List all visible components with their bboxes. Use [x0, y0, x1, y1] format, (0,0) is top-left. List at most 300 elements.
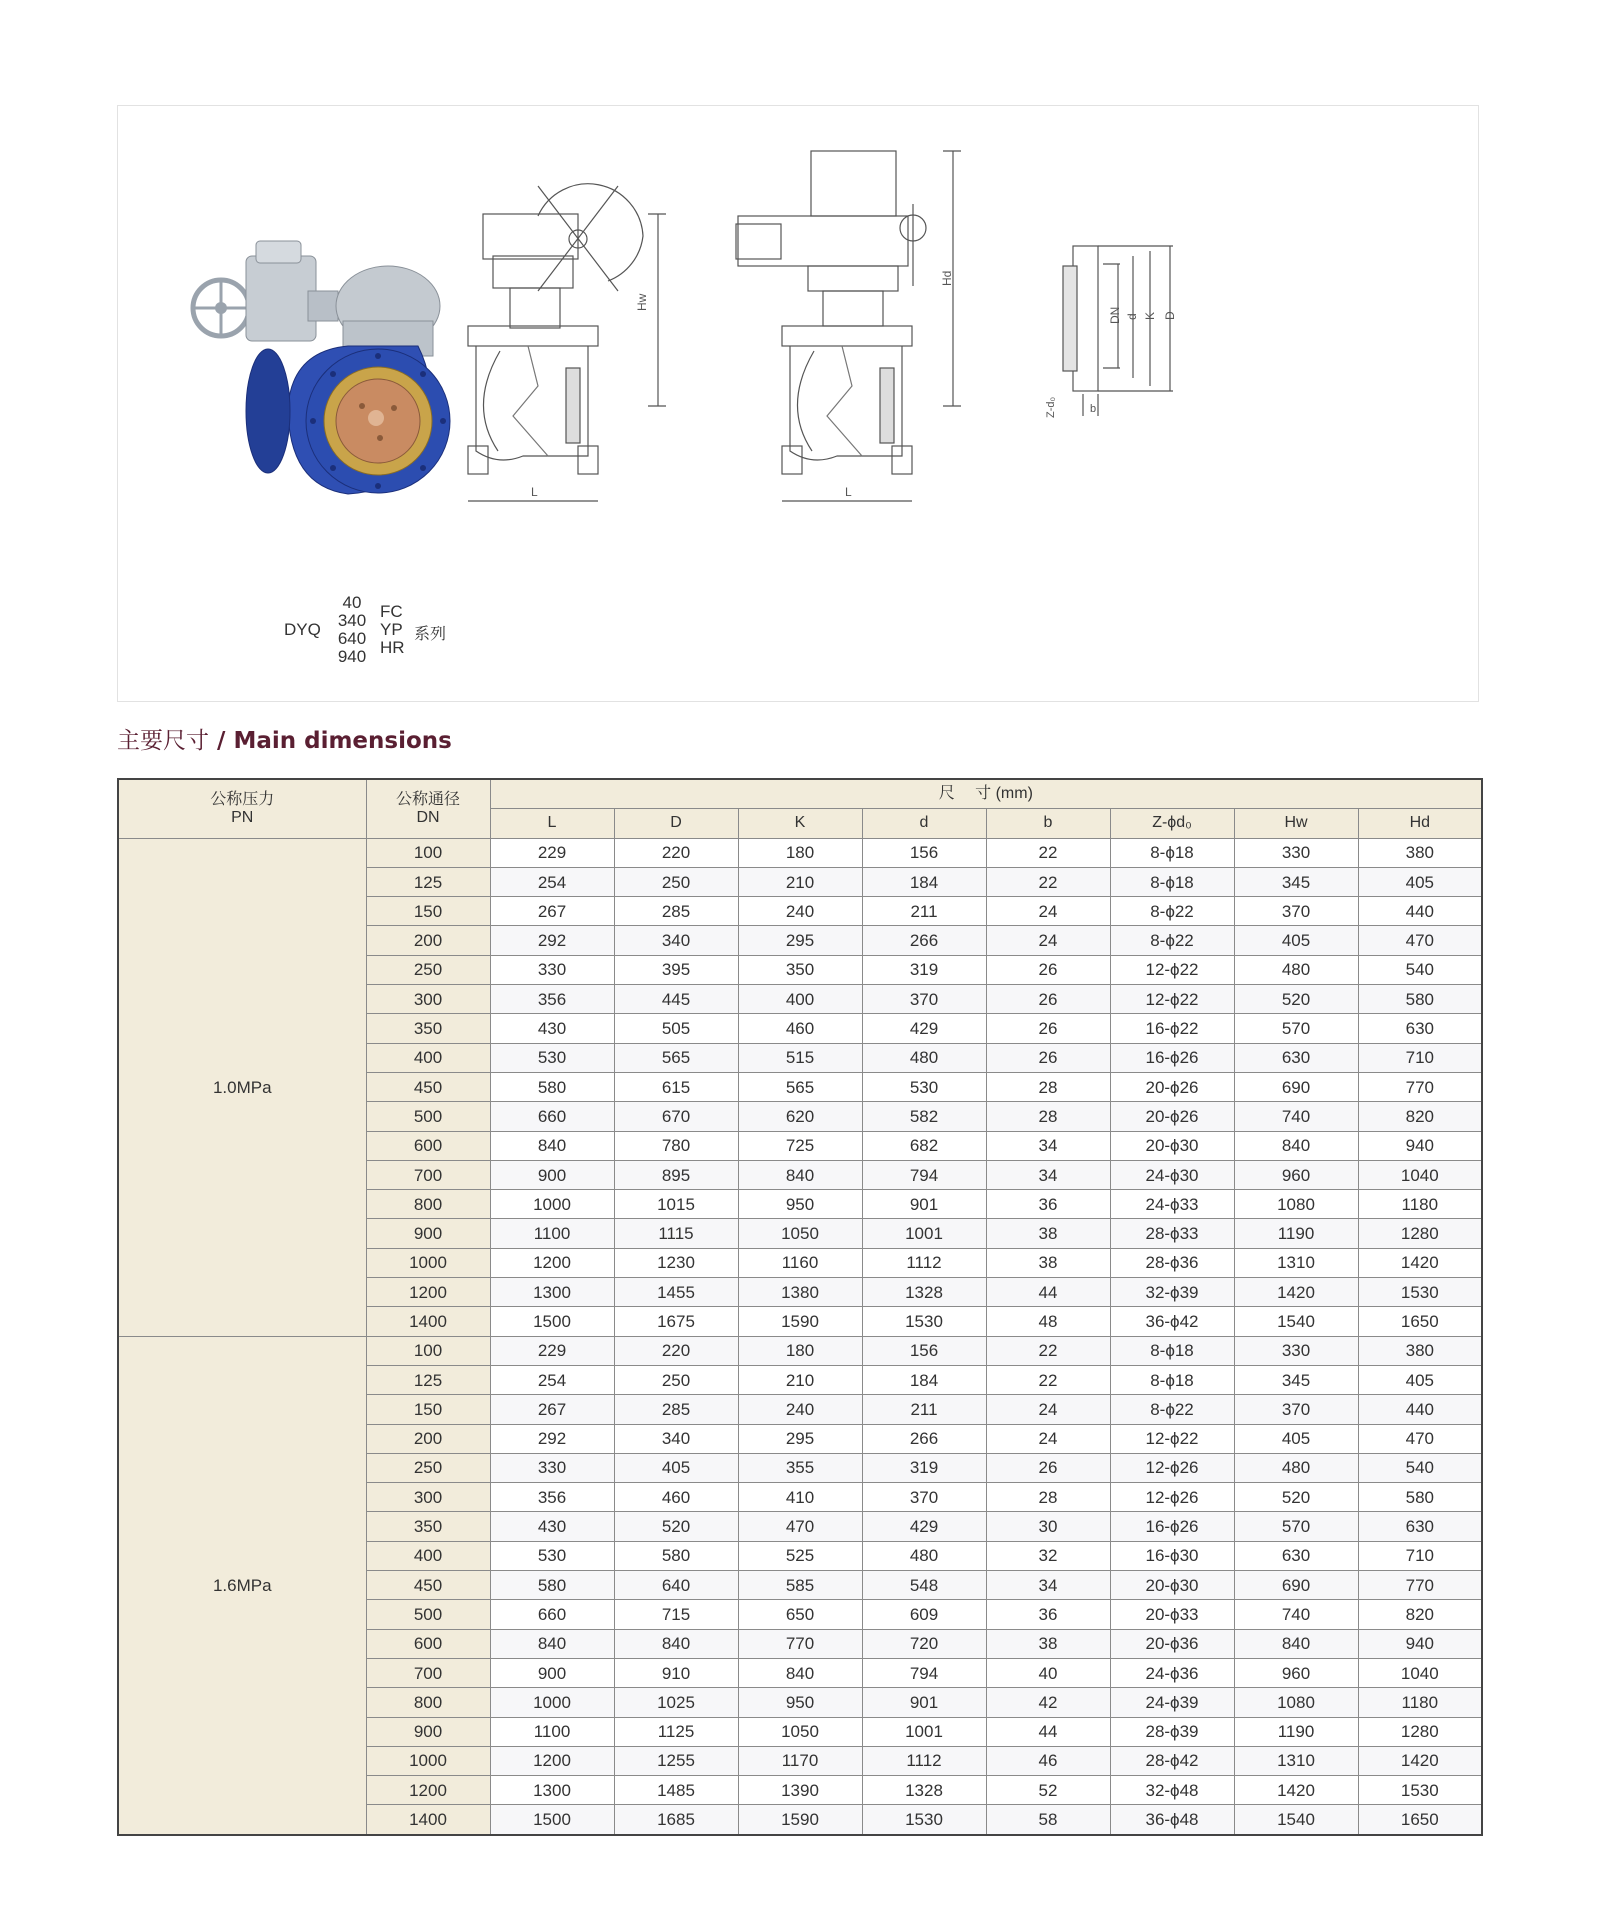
- dimension-cell: 24-ϕ30: [1110, 1160, 1234, 1189]
- drawing-label-d: d: [1125, 313, 1139, 320]
- dn-cell: 300: [366, 985, 490, 1014]
- dimension-cell: 46: [986, 1746, 1110, 1775]
- dimension-cell: 620: [738, 1102, 862, 1131]
- dimension-cell: 540: [1358, 955, 1482, 984]
- dimension-cell: 254: [490, 867, 614, 896]
- dn-cell: 400: [366, 1043, 490, 1072]
- dimension-cell: 1112: [862, 1248, 986, 1277]
- drawing-label-b: b: [1090, 403, 1097, 415]
- dimension-cell: 16-ϕ26: [1110, 1512, 1234, 1541]
- dimension-cell: 36-ϕ48: [1110, 1805, 1234, 1835]
- dimension-cell: 26: [986, 955, 1110, 984]
- valve-product-photo: [193, 241, 450, 494]
- dimension-cell: 405: [1358, 1365, 1482, 1394]
- drawing-label-K: K: [1143, 311, 1157, 320]
- dimension-cell: 794: [862, 1658, 986, 1687]
- dn-cell: 1400: [366, 1805, 490, 1835]
- model-number: 940: [337, 647, 367, 666]
- dimension-cell: 210: [738, 1365, 862, 1394]
- dn-cell: 125: [366, 867, 490, 896]
- dimension-cell: 370: [862, 985, 986, 1014]
- dn-cell: 200: [366, 1424, 490, 1453]
- dimension-cell: 740: [1234, 1102, 1358, 1131]
- dimension-cell: 24-ϕ39: [1110, 1688, 1234, 1717]
- dimension-cell: 405: [1234, 926, 1358, 955]
- dimension-cell: 1675: [614, 1307, 738, 1336]
- dimension-cell: 440: [1358, 897, 1482, 926]
- dimension-cell: 1328: [862, 1776, 986, 1805]
- dimension-cell: 950: [738, 1688, 862, 1717]
- dimension-cell: 445: [614, 985, 738, 1014]
- dn-cell: 125: [366, 1365, 490, 1394]
- dimension-cell: 8-ϕ18: [1110, 1365, 1234, 1394]
- dimension-cell: 1190: [1234, 1219, 1358, 1248]
- dimension-cell: 1200: [490, 1746, 614, 1775]
- dimension-cell: 356: [490, 985, 614, 1014]
- dimension-cell: 1300: [490, 1776, 614, 1805]
- dimension-cell: 910: [614, 1658, 738, 1687]
- dimension-cell: 8-ϕ22: [1110, 926, 1234, 955]
- dimension-cell: 405: [1234, 1424, 1358, 1453]
- section-title-separator: /: [217, 728, 226, 754]
- model-code: HR: [380, 638, 405, 657]
- dimension-cell: 660: [490, 1102, 614, 1131]
- drawing-label-Hd: Hd: [940, 270, 954, 286]
- dimension-cell: 670: [614, 1102, 738, 1131]
- header-col-b: b: [986, 809, 1110, 838]
- dimension-cell: 12-ϕ26: [1110, 1483, 1234, 1512]
- dimension-cell: 16-ϕ26: [1110, 1043, 1234, 1072]
- drawing-label-L-1: L: [531, 485, 538, 499]
- dimension-cell: 710: [1358, 1541, 1482, 1570]
- dimension-cell: 370: [862, 1483, 986, 1512]
- dimension-cell: 26: [986, 1453, 1110, 1482]
- dimension-cell: 410: [738, 1483, 862, 1512]
- dimension-cell: 1530: [1358, 1776, 1482, 1805]
- dimension-cell: 266: [862, 926, 986, 955]
- table-row: [118, 1336, 1482, 1365]
- dimension-cell: 380: [1358, 838, 1482, 867]
- dimension-cell: 430: [490, 1014, 614, 1043]
- dimension-cell: 1280: [1358, 1219, 1482, 1248]
- dimension-cell: 32-ϕ39: [1110, 1278, 1234, 1307]
- table-body: [118, 838, 1482, 1835]
- dimension-cell: 16-ϕ22: [1110, 1014, 1234, 1043]
- dimension-cell: 26: [986, 985, 1110, 1014]
- dimension-cell: 319: [862, 1453, 986, 1482]
- dimension-cell: 8-ϕ18: [1110, 867, 1234, 896]
- dimension-cell: 840: [738, 1160, 862, 1189]
- dn-cell: 1400: [366, 1307, 490, 1336]
- dimension-cell: 24-ϕ33: [1110, 1190, 1234, 1219]
- dn-cell: 150: [366, 897, 490, 926]
- dimension-cell: 715: [614, 1600, 738, 1629]
- dimension-cell: 429: [862, 1512, 986, 1541]
- dimension-cell: 42: [986, 1688, 1110, 1717]
- dimension-cell: 355: [738, 1453, 862, 1482]
- dimension-cell: 430: [490, 1512, 614, 1541]
- dimension-cell: 220: [614, 1336, 738, 1365]
- dimension-cell: 580: [490, 1072, 614, 1101]
- dimension-cell: 960: [1234, 1160, 1358, 1189]
- model-number: 640: [337, 629, 367, 648]
- dimension-cell: 630: [1234, 1043, 1358, 1072]
- dimension-cell: 710: [1358, 1043, 1482, 1072]
- dimension-cell: 1390: [738, 1776, 862, 1805]
- header-col-bolts: Z-ϕd₀: [1110, 809, 1234, 838]
- dimension-cell: 580: [490, 1571, 614, 1600]
- dimension-cell: 530: [490, 1043, 614, 1072]
- dimension-cell: 820: [1358, 1102, 1482, 1131]
- header-col-Hd: Hd: [1358, 809, 1482, 838]
- dimension-cell: 520: [1234, 1483, 1358, 1512]
- dimension-cell: 28-ϕ42: [1110, 1746, 1234, 1775]
- dimension-cell: 330: [490, 1453, 614, 1482]
- dimension-cell: 570: [1234, 1512, 1358, 1541]
- dimension-cell: 720: [862, 1629, 986, 1658]
- pressure-cell: 1.6MPa: [118, 1336, 366, 1835]
- dimension-cell: 1280: [1358, 1717, 1482, 1746]
- dimension-cell: 530: [490, 1541, 614, 1570]
- dimension-cell: 820: [1358, 1600, 1482, 1629]
- header-pn-en: PN: [231, 808, 254, 826]
- dimension-cell: 690: [1234, 1571, 1358, 1600]
- dimension-cell: 1040: [1358, 1658, 1482, 1687]
- dn-cell: 900: [366, 1219, 490, 1248]
- dimension-cell: 38: [986, 1219, 1110, 1248]
- dimension-cell: 285: [614, 897, 738, 926]
- figure-panel: [117, 105, 1479, 702]
- dimension-cell: 1650: [1358, 1805, 1482, 1835]
- dimension-cell: 220: [614, 838, 738, 867]
- dimension-cell: 1420: [1234, 1776, 1358, 1805]
- dimension-cell: 180: [738, 1336, 862, 1365]
- dimension-cell: 429: [862, 1014, 986, 1043]
- drawing-label-DN: DN: [1108, 306, 1122, 324]
- dimension-cell: 640: [614, 1571, 738, 1600]
- dn-cell: 600: [366, 1131, 490, 1160]
- dimension-cell: 319: [862, 955, 986, 984]
- dimension-cell: 505: [614, 1014, 738, 1043]
- dimension-cell: 630: [1234, 1541, 1358, 1570]
- dimension-cell: 156: [862, 838, 986, 867]
- dn-cell: 350: [366, 1014, 490, 1043]
- dimension-cell: 480: [1234, 1453, 1358, 1482]
- dimension-cell: 1530: [1358, 1278, 1482, 1307]
- dimension-cell: 28: [986, 1102, 1110, 1131]
- dimension-cell: 1455: [614, 1278, 738, 1307]
- drawing-label-D: D: [1163, 311, 1177, 320]
- dimension-cell: 250: [614, 1365, 738, 1394]
- dimension-cell: 330: [490, 955, 614, 984]
- dimension-cell: 1190: [1234, 1717, 1358, 1746]
- dimension-cell: 1500: [490, 1805, 614, 1835]
- section-title: [117, 722, 452, 755]
- dimension-cell: 440: [1358, 1395, 1482, 1424]
- dimension-cell: 794: [862, 1160, 986, 1189]
- dimension-cell: 295: [738, 926, 862, 955]
- header-col-K: K: [738, 809, 862, 838]
- dimension-cell: 580: [1358, 985, 1482, 1014]
- dimension-cell: 1080: [1234, 1190, 1358, 1219]
- dimension-cell: 615: [614, 1072, 738, 1101]
- pressure-cell: 1.0MPa: [118, 838, 366, 1336]
- dimension-cell: 22: [986, 867, 1110, 896]
- dimension-cell: 840: [1234, 1629, 1358, 1658]
- dimension-cell: 156: [862, 1336, 986, 1365]
- dimension-cell: 292: [490, 1424, 614, 1453]
- dimension-cell: 211: [862, 1395, 986, 1424]
- dimension-cell: 540: [1358, 1453, 1482, 1482]
- header-col-D: D: [614, 809, 738, 838]
- dimension-cell: 1500: [490, 1307, 614, 1336]
- dimension-cell: 740: [1234, 1600, 1358, 1629]
- dimension-cell: 840: [614, 1629, 738, 1658]
- dimension-cell: 20-ϕ26: [1110, 1102, 1234, 1131]
- dimension-cell: 548: [862, 1571, 986, 1600]
- dimension-cell: 340: [614, 1424, 738, 1453]
- dimension-cell: 609: [862, 1600, 986, 1629]
- dimension-cell: 1025: [614, 1688, 738, 1717]
- dimension-cell: 210: [738, 867, 862, 896]
- dimension-cell: 940: [1358, 1131, 1482, 1160]
- dimension-cell: 330: [1234, 838, 1358, 867]
- table-row: [118, 838, 1482, 867]
- header-dn-en: DN: [416, 808, 440, 826]
- dimension-cell: 1485: [614, 1776, 738, 1805]
- header-col-L: L: [490, 809, 614, 838]
- dimension-cell: 184: [862, 867, 986, 896]
- dimension-cell: 26: [986, 1014, 1110, 1043]
- dimension-cell: 370: [1234, 1395, 1358, 1424]
- dimension-cell: 240: [738, 1395, 862, 1424]
- model-designation: [284, 594, 484, 664]
- dimension-cell: 26: [986, 1043, 1110, 1072]
- dn-cell: 200: [366, 926, 490, 955]
- dimension-cell: 580: [1358, 1483, 1482, 1512]
- dimension-cell: 240: [738, 897, 862, 926]
- dimension-cell: 582: [862, 1102, 986, 1131]
- dimension-cell: 1040: [1358, 1160, 1482, 1189]
- dimension-cell: 16-ϕ30: [1110, 1541, 1234, 1570]
- dimension-cell: 48: [986, 1307, 1110, 1336]
- header-dimensions-group: 尺 寸 (mm): [490, 779, 1482, 809]
- dimension-cell: 1300: [490, 1278, 614, 1307]
- dimension-cell: 30: [986, 1512, 1110, 1541]
- dn-cell: 1200: [366, 1278, 490, 1307]
- model-number: 40: [342, 593, 362, 612]
- dimensions-table: [117, 778, 1483, 1836]
- section-title-en: Main dimensions: [233, 728, 452, 754]
- model-codes: [380, 603, 405, 657]
- dn-cell: 600: [366, 1629, 490, 1658]
- dimension-cell: 530: [862, 1072, 986, 1101]
- header-col-d: d: [862, 809, 986, 838]
- dimension-cell: 34: [986, 1160, 1110, 1189]
- header-pn: [118, 779, 366, 838]
- dimension-cell: 345: [1234, 867, 1358, 896]
- dimension-cell: 12-ϕ26: [1110, 1453, 1234, 1482]
- dn-cell: 800: [366, 1190, 490, 1219]
- dimension-cell: 895: [614, 1160, 738, 1189]
- dimension-cell: 395: [614, 955, 738, 984]
- dimension-cell: 780: [614, 1131, 738, 1160]
- dimension-cell: 1685: [614, 1805, 738, 1835]
- dimension-cell: 1050: [738, 1717, 862, 1746]
- dimension-cell: 1112: [862, 1746, 986, 1775]
- dimension-cell: 24: [986, 897, 1110, 926]
- dimension-cell: 292: [490, 926, 614, 955]
- header-dn-cn: 公称通径: [395, 790, 460, 808]
- dimension-cell: 267: [490, 897, 614, 926]
- dimension-cell: 1310: [1234, 1746, 1358, 1775]
- dn-cell: 350: [366, 1512, 490, 1541]
- dimension-cell: 1180: [1358, 1190, 1482, 1219]
- section-title-cn: 主要尺寸: [117, 728, 209, 754]
- dimension-cell: 1420: [1234, 1278, 1358, 1307]
- dimension-cell: 1001: [862, 1717, 986, 1746]
- dimension-cell: 460: [738, 1014, 862, 1043]
- dimension-cell: 1230: [614, 1248, 738, 1277]
- dimension-cell: 28: [986, 1072, 1110, 1101]
- dimension-cell: 515: [738, 1043, 862, 1072]
- dimension-cell: 28-ϕ39: [1110, 1717, 1234, 1746]
- dimension-cell: 24: [986, 1395, 1110, 1424]
- dimension-cell: 565: [614, 1043, 738, 1072]
- dimension-cell: 22: [986, 1365, 1110, 1394]
- dimension-cell: 525: [738, 1541, 862, 1570]
- model-code: YP: [380, 620, 403, 639]
- dimension-cell: 38: [986, 1248, 1110, 1277]
- dimension-cell: 370: [1234, 897, 1358, 926]
- dimension-cell: 211: [862, 897, 986, 926]
- dimension-cell: 12-ϕ22: [1110, 985, 1234, 1014]
- dimension-cell: 20-ϕ30: [1110, 1571, 1234, 1600]
- gear-operated-drawing: [468, 184, 666, 501]
- dn-cell: 300: [366, 1483, 490, 1512]
- dimension-cell: 12-ϕ22: [1110, 1424, 1234, 1453]
- dimension-cell: 900: [490, 1160, 614, 1189]
- dimension-cell: 36: [986, 1190, 1110, 1219]
- dimension-cell: 1380: [738, 1278, 862, 1307]
- model-code: FC: [380, 602, 403, 621]
- dimension-cell: 725: [738, 1131, 862, 1160]
- dimension-cell: 38: [986, 1629, 1110, 1658]
- dimension-cell: 901: [862, 1190, 986, 1219]
- dimension-cell: 1115: [614, 1219, 738, 1248]
- dimension-cell: 480: [862, 1043, 986, 1072]
- header-pn-cn: 公称压力: [210, 790, 275, 808]
- dimension-cell: 520: [1234, 985, 1358, 1014]
- model-prefix: DYQ: [284, 620, 321, 639]
- dimension-cell: 40: [986, 1658, 1110, 1687]
- dn-cell: 700: [366, 1658, 490, 1687]
- dimension-cell: 960: [1234, 1658, 1358, 1687]
- dimension-cell: 1100: [490, 1717, 614, 1746]
- dn-cell: 250: [366, 1453, 490, 1482]
- dimension-cell: 36-ϕ42: [1110, 1307, 1234, 1336]
- dimension-cell: 295: [738, 1424, 862, 1453]
- dn-cell: 500: [366, 1102, 490, 1131]
- dn-cell: 150: [366, 1395, 490, 1424]
- dimension-cell: 1180: [1358, 1688, 1482, 1717]
- dimension-cell: 285: [614, 1395, 738, 1424]
- dimension-cell: 32: [986, 1541, 1110, 1570]
- dimension-cell: 460: [614, 1483, 738, 1512]
- dimension-cell: 330: [1234, 1336, 1358, 1365]
- dimension-cell: 180: [738, 838, 862, 867]
- dimension-cell: 28: [986, 1483, 1110, 1512]
- dn-cell: 1000: [366, 1248, 490, 1277]
- dimension-cell: 22: [986, 1336, 1110, 1365]
- dimension-cell: 1310: [1234, 1248, 1358, 1277]
- dimension-cell: 254: [490, 1365, 614, 1394]
- dimension-cell: 901: [862, 1688, 986, 1717]
- dimension-cell: 1255: [614, 1746, 738, 1775]
- dimension-cell: 267: [490, 1395, 614, 1424]
- dn-cell: 100: [366, 838, 490, 867]
- dimension-cell: 1530: [862, 1307, 986, 1336]
- dimension-cell: 250: [614, 867, 738, 896]
- dimension-cell: 840: [490, 1629, 614, 1658]
- dimension-cell: 770: [1358, 1072, 1482, 1101]
- dimension-cell: 24-ϕ36: [1110, 1658, 1234, 1687]
- dimension-cell: 36: [986, 1600, 1110, 1629]
- dimension-cell: 682: [862, 1131, 986, 1160]
- dimension-cell: 1540: [1234, 1805, 1358, 1835]
- dimension-cell: 770: [738, 1629, 862, 1658]
- dimension-cell: 229: [490, 838, 614, 867]
- dimension-cell: 12-ϕ22: [1110, 955, 1234, 984]
- dimension-cell: 20-ϕ26: [1110, 1072, 1234, 1101]
- dimension-cell: 1001: [862, 1219, 986, 1248]
- dimension-cell: 345: [1234, 1365, 1358, 1394]
- dn-cell: 900: [366, 1717, 490, 1746]
- dimension-cell: 840: [738, 1658, 862, 1687]
- dn-cell: 800: [366, 1688, 490, 1717]
- dimension-cell: 1160: [738, 1248, 862, 1277]
- drawing-label-zd0: Z-d₀: [1045, 396, 1057, 418]
- dimension-cell: 184: [862, 1365, 986, 1394]
- dimension-cell: 24: [986, 1424, 1110, 1453]
- dimension-cell: 470: [1358, 1424, 1482, 1453]
- dimension-cell: 630: [1358, 1014, 1482, 1043]
- dimension-cell: 380: [1358, 1336, 1482, 1365]
- dimension-cell: 1420: [1358, 1248, 1482, 1277]
- dimension-cell: 28-ϕ33: [1110, 1219, 1234, 1248]
- dimension-cell: 470: [1358, 926, 1482, 955]
- dimension-cell: 480: [1234, 955, 1358, 984]
- dimension-cell: 229: [490, 1336, 614, 1365]
- dimension-cell: 1590: [738, 1805, 862, 1835]
- dimension-cell: 20-ϕ33: [1110, 1600, 1234, 1629]
- dimension-cell: 770: [1358, 1571, 1482, 1600]
- flange-detail-drawing: [1063, 246, 1173, 416]
- dn-cell: 1200: [366, 1776, 490, 1805]
- dimension-cell: 20-ϕ36: [1110, 1629, 1234, 1658]
- dimension-cell: 1080: [1234, 1688, 1358, 1717]
- dimension-cell: 58: [986, 1805, 1110, 1835]
- dimension-cell: 650: [738, 1600, 862, 1629]
- dimension-cell: 405: [1358, 867, 1482, 896]
- dimension-cell: 1328: [862, 1278, 986, 1307]
- header-col-Hw: Hw: [1234, 809, 1358, 838]
- dimension-cell: 900: [490, 1658, 614, 1687]
- dimension-cell: 44: [986, 1278, 1110, 1307]
- dn-cell: 400: [366, 1541, 490, 1570]
- dimension-cell: 1200: [490, 1248, 614, 1277]
- dimension-cell: 840: [490, 1131, 614, 1160]
